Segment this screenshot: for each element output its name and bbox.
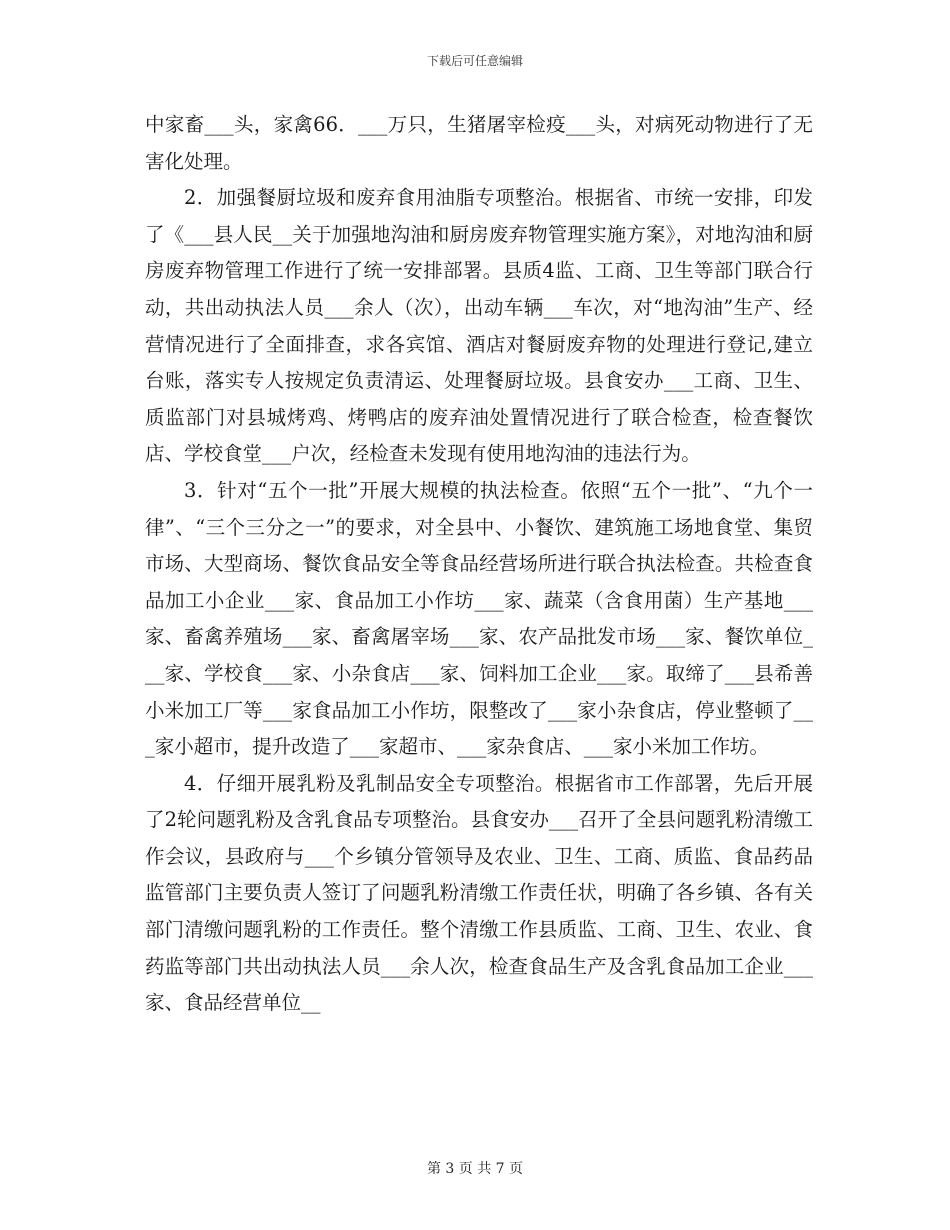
paragraph-item-3: 3．针对“五个一批”开展大规模的执法检查。依照“五个一批”、“九个一律”、“三个三分之一”的要求，对全县中、小餐饮、建筑施工场地食堂、集贸市场、大型商场、餐饮食品安全等食品经营场所进行联合执法检查。共检查食品加工小企业___家、食品加工小作坊___家、蔬菜（含食用菌）生产基地___家、畜禽养殖场___家、畜禽屠宰场___家、农产品批发市场___家、餐饮单位___家、学校食___家、小杂食店___家、饲料加工企业___家。取缔了___县希善小米加工厂等___家食品加工小作坊，限整改了___家小杂食店，停业整顿了___家小超市，提升改造了___家超市、___家杂食店、___家小米加工作坊。 [145,478,813,759]
paragraph-continuation: 中家畜___头，家禽66．___万只，生猪屠宰检疫___头，对病死动物进行了无害化处理。 [145,113,813,173]
page-header [0,52,950,69]
header-note: 下载后可任意编辑 [426,54,523,68]
page-number: 第 3 页 共 7 页 [426,1161,524,1177]
paragraph-item-2: 2．加强餐厨垃圾和废弃食用油脂专项整治。根据省、市统一安排，印发了《___县人民__关于加强地沟油和厨房废弃物管理实施方案》，对地沟油和厨房废弃物管理工作进行了统一安排部署。县质4监、工商、卫生等部门联合行动，共出动执法人员___余人（次），出动车辆___车次，对“地沟油”生产、经营情况进行了全面排查，求各宾馆、酒店对餐厨废弃物的处理进行登记,建立台账，落实专人按规定负责清运、处理餐厨垃圾。县食安办___工商、卫生、质监部门对县城烤鸡、烤鸭店的废弃油处置情况进行了联合检查，检查餐饮店、学校食堂___户次，经检查未发现有使用地沟油的违法行为。 [145,186,813,466]
document-body [145,107,813,1022]
paragraph-item-4: 4．仔细开展乳粉及乳制品安全专项整治。根据省市工作部署，先后开展了2轮问题乳粉及含乳食品专项整治。县食安办___召开了全县问题乳粉清缴工作会议，县政府与___个乡镇分管领导及农业、卫生、工商、质监、食品药品监管部门主要负责人签订了问题乳粉清缴工作责任状，明确了各乡镇、各有关部门清缴问题乳粉的工作责任。整个清缴工作县质监、工商、卫生、农业、食药监等部门共出动执法人员___余人次，检查食品生产及含乳食品加工企业___家、食品经营单位__ [145,771,813,1015]
page-footer [0,1158,950,1178]
